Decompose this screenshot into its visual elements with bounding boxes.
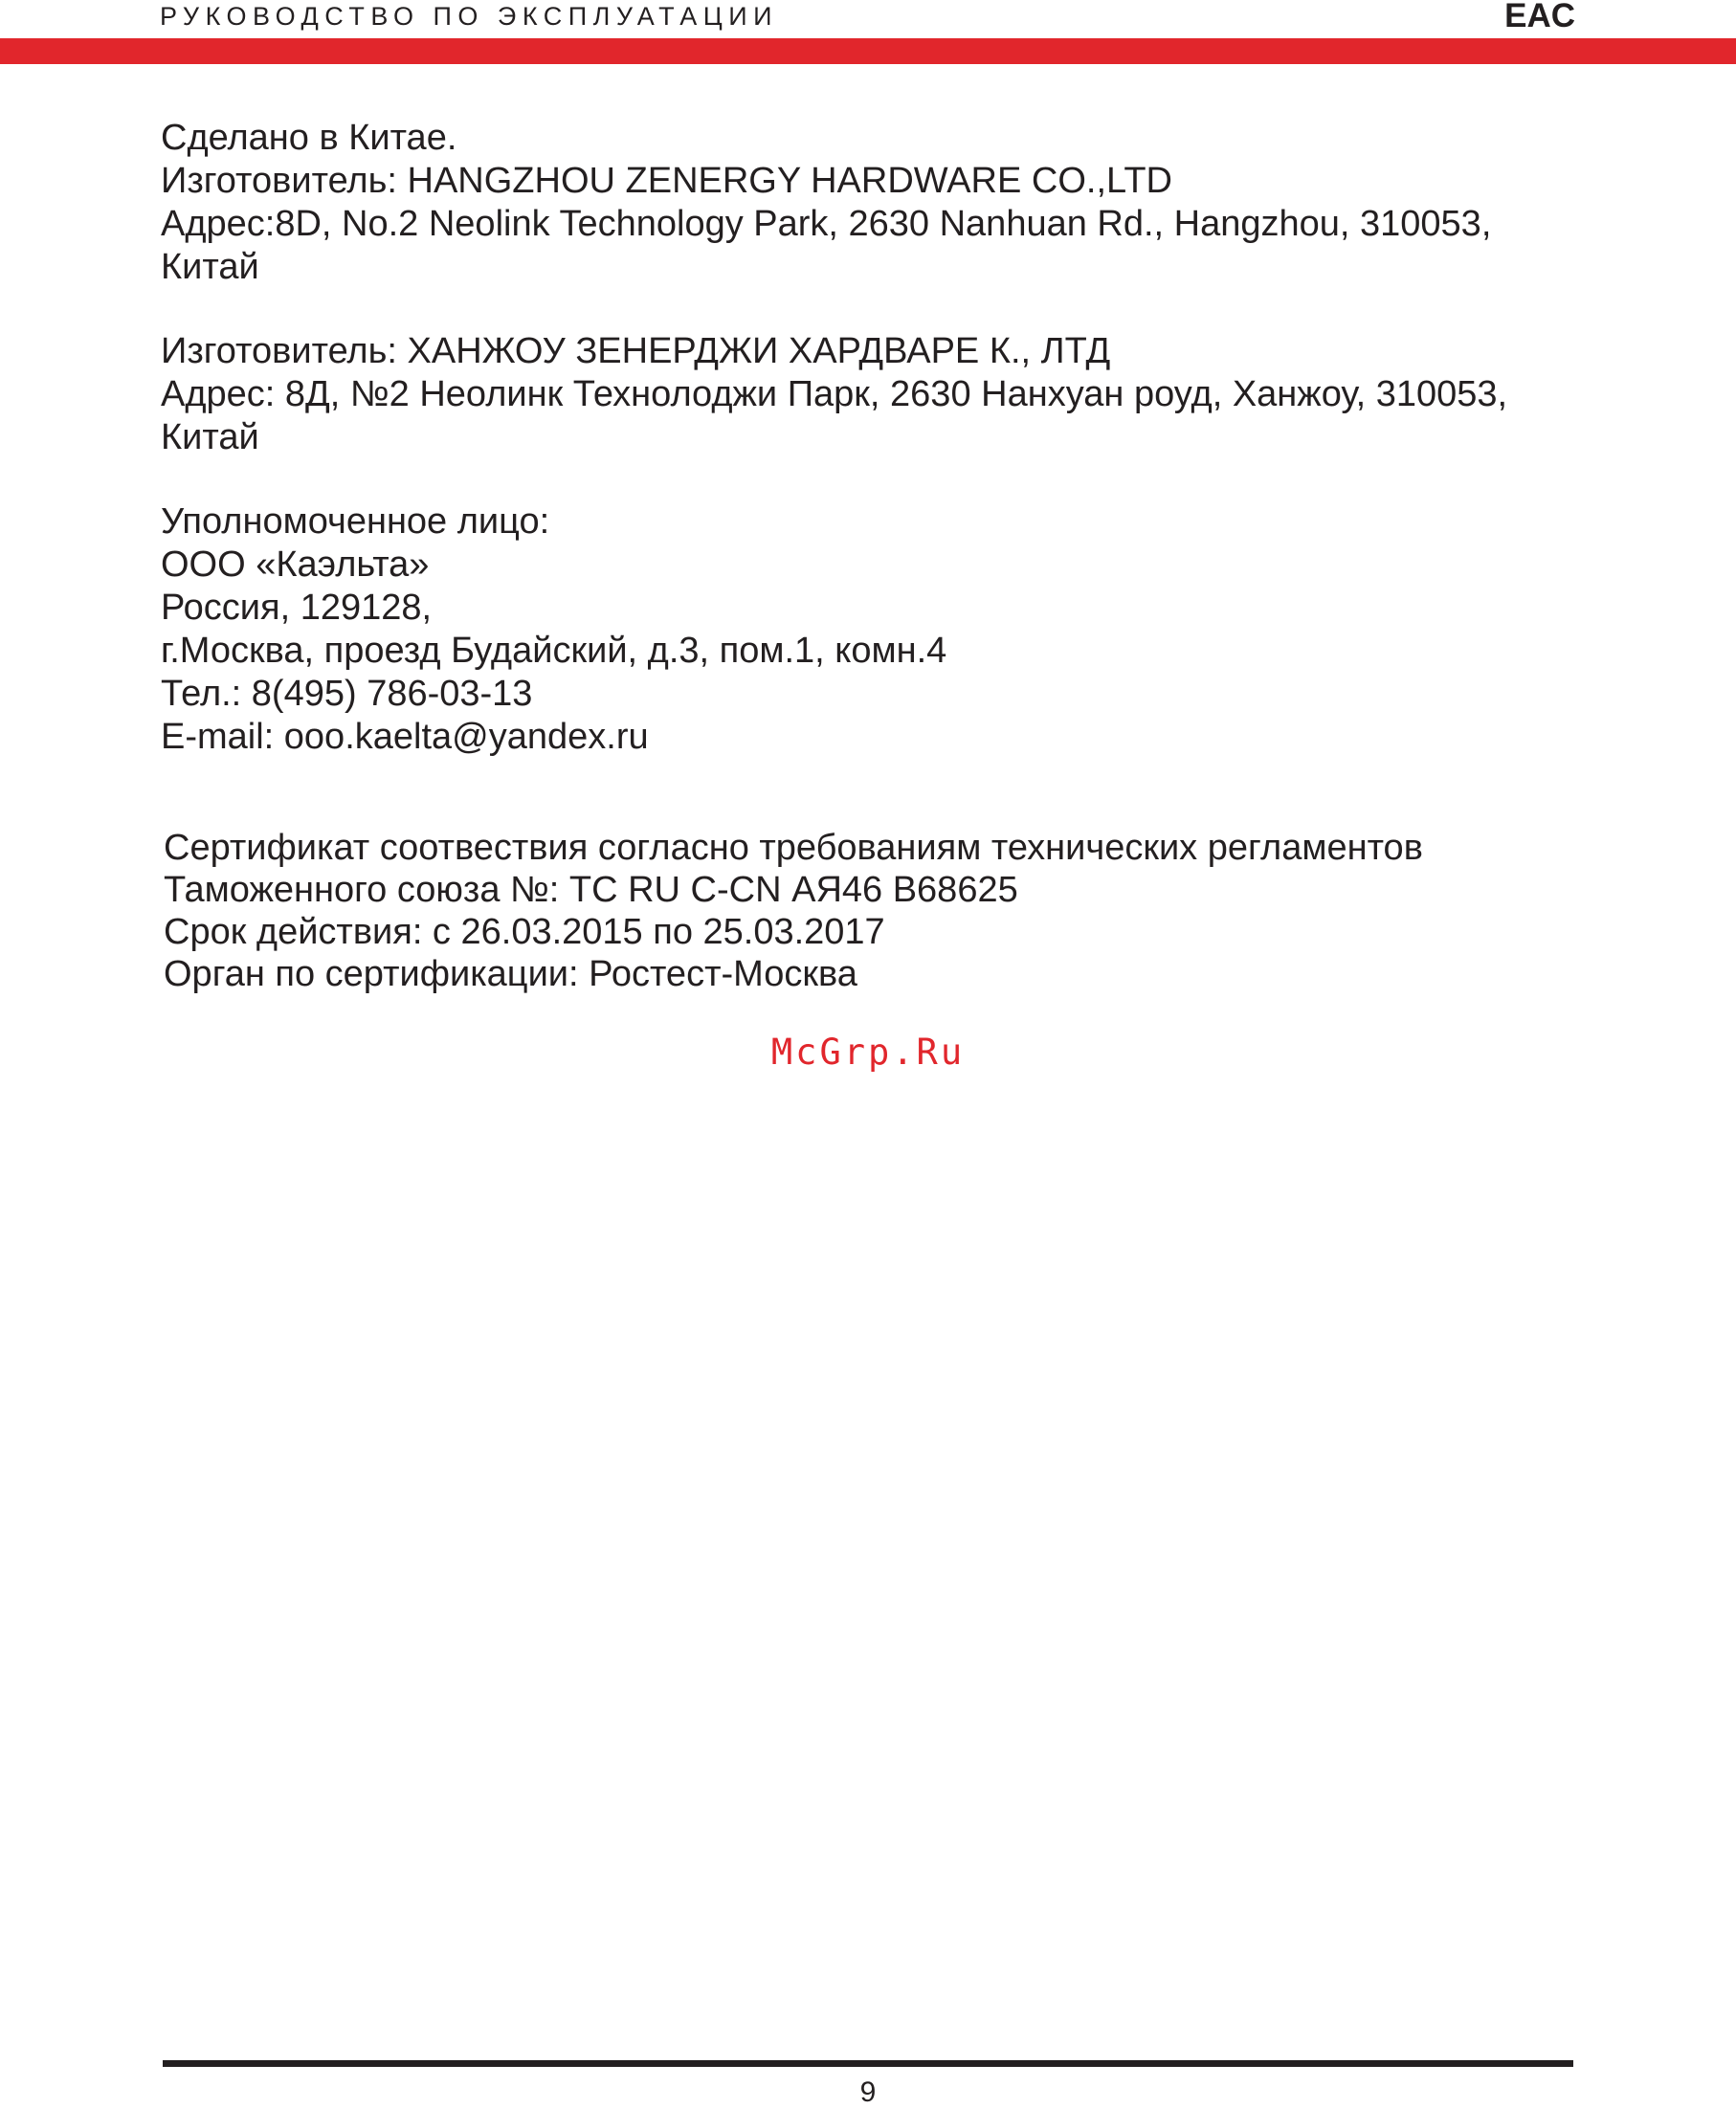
manufacturer-ru-address-line2: Китай bbox=[161, 417, 259, 457]
authorized-company: ООО «Каэльта» bbox=[161, 544, 430, 585]
certificate-line1: Сертификат соотвествия согласно требованиям технических регламентов bbox=[164, 828, 1423, 868]
watermark: McGrp.Ru bbox=[770, 1032, 966, 1073]
authorized-email: E-mail: ooo.kaelta@yandex.ru bbox=[161, 717, 649, 757]
made-in-text: Сделано в Китае. bbox=[161, 118, 457, 158]
certificate-line3: Срок действия: с 26.03.2015 по 25.03.2017 bbox=[164, 912, 885, 952]
manufacturer-ru-block bbox=[161, 330, 1596, 459]
authorized-person-block bbox=[161, 500, 1596, 759]
footer-rule bbox=[163, 2060, 1573, 2067]
authorized-label: Уполномоченное лицо: bbox=[161, 501, 550, 542]
authorized-address: г.Москва, проезд Будайский, д.3, пом.1, комн.4 bbox=[161, 631, 947, 671]
manufacturer-ru-address-line1: Адрес: 8Д, №2 Неолинк Технолоджи Парк, 2630 Нанхуан роуд, Ханжоу, 310053, bbox=[161, 374, 1508, 414]
header-red-band bbox=[0, 38, 1736, 64]
manufacturer-en-name: Изготовитель: HANGZHOU ZENERGY HARDWARE CO.,LTD bbox=[161, 161, 1172, 201]
authorized-phone: Тел.: 8(495) 786-03-13 bbox=[161, 674, 533, 714]
manufacturer-en-address-line1: Адрес:8D, No.2 Neolink Technology Park, 2630 Nanhuan Rd., Hangzhou, 310053, bbox=[161, 204, 1492, 244]
certificate-block bbox=[164, 827, 1599, 995]
authorized-country: Россия, 129128, bbox=[161, 588, 433, 628]
eac-mark: EAC bbox=[1504, 0, 1575, 34]
main-content bbox=[161, 117, 1596, 759]
manufacturer-en-block bbox=[161, 117, 1596, 289]
manufacturer-ru-name: Изготовитель: ХАНЖОУ ЗЕНЕРДЖИ ХАРДВАРЕ К., ЛТД bbox=[161, 331, 1111, 371]
certificate-line2: Таможенного союза №: ТС RU C-CN АЯ46 В68625 bbox=[164, 870, 1018, 910]
certificate-line4: Орган по сертификации: Ростест-Москва bbox=[164, 954, 857, 994]
manufacturer-en-address-line2: Китай bbox=[161, 247, 259, 287]
header-title: РУКОВОДСТВО ПО ЭКСПЛУАТАЦИИ bbox=[160, 2, 779, 31]
page-number: 9 bbox=[859, 2076, 877, 2108]
